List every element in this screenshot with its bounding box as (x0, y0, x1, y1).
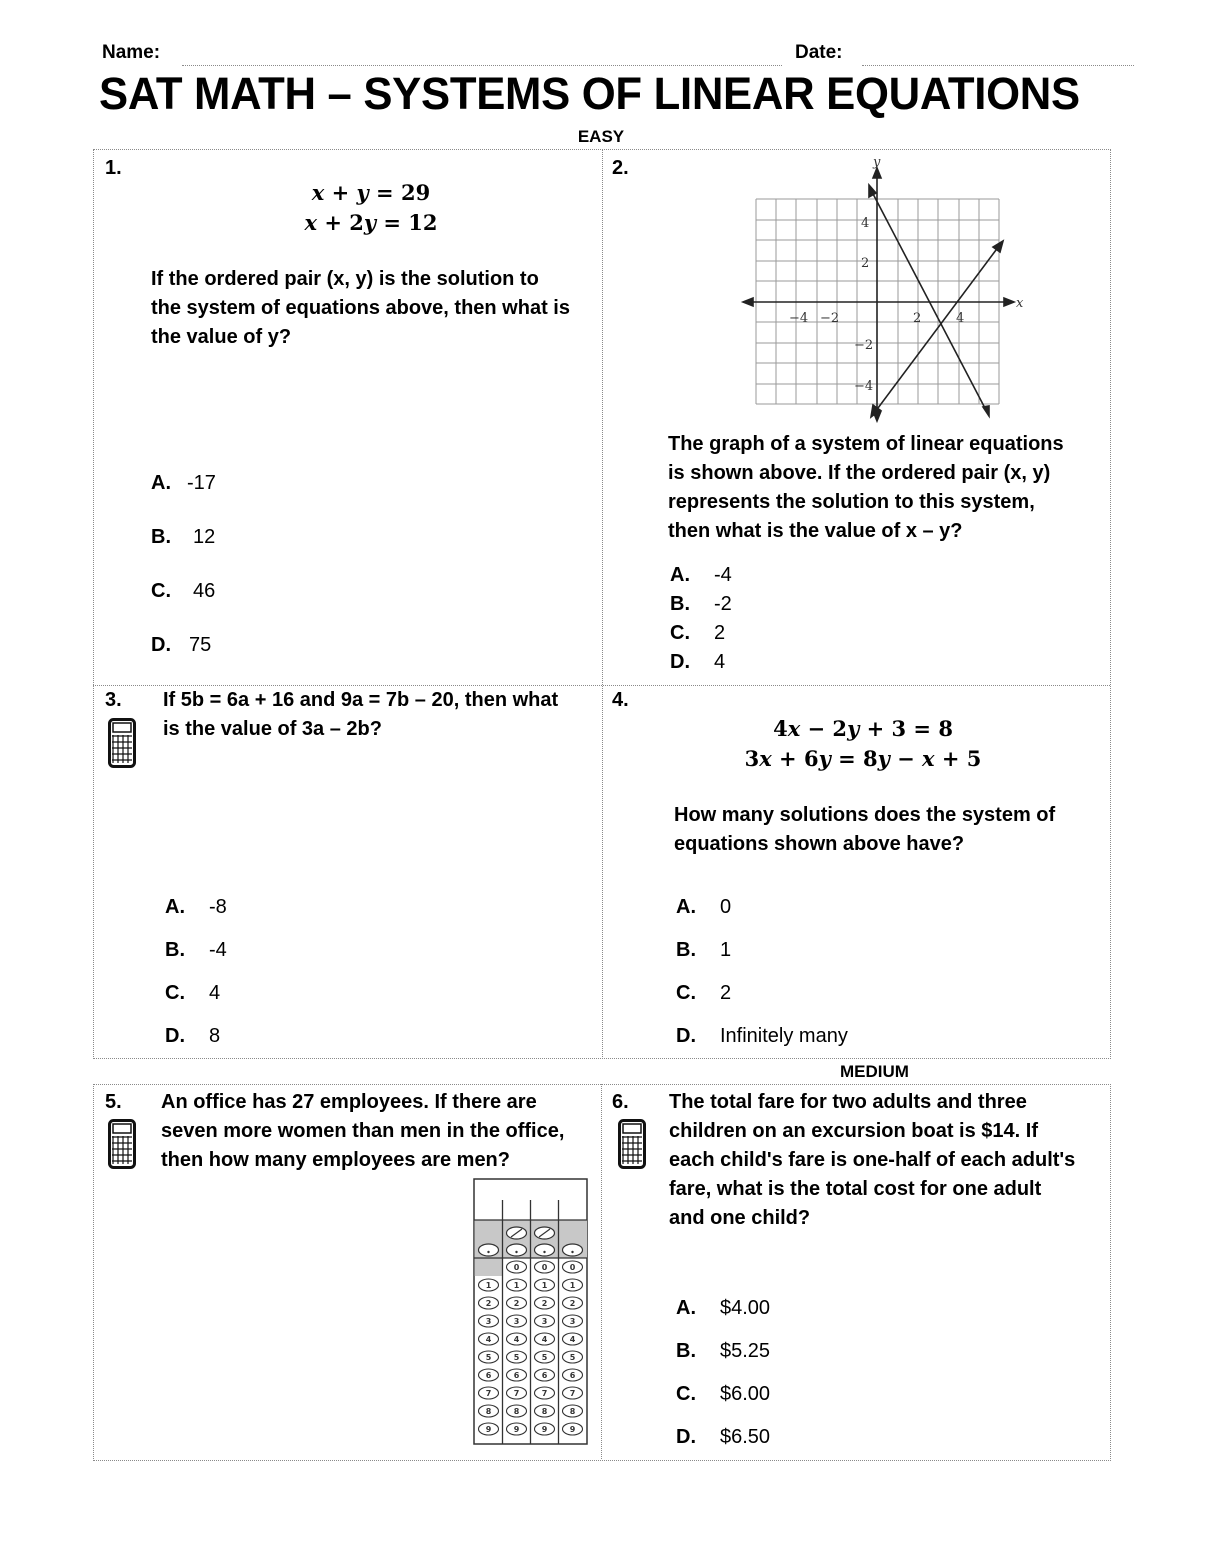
calculator-icon (618, 1119, 646, 1169)
question-6 (602, 1085, 1109, 1458)
svg-text:1: 1 (485, 1281, 492, 1290)
calculator-icon (108, 718, 136, 768)
choice-d[interactable]: D. 8 (165, 1025, 221, 1047)
svg-text:9: 9 (569, 1425, 576, 1434)
svg-text:6: 6 (541, 1371, 548, 1380)
equation-1: 4x − 2y + 3 = 8 (773, 716, 953, 741)
linear-system-graph (740, 150, 1030, 425)
svg-text:4: 4 (956, 311, 965, 326)
choice-c[interactable]: C. $6.00 (676, 1383, 771, 1405)
question-text: An office has 27 employees. If there are seven more women than men in the office, then how many employees are men? (161, 1091, 565, 1171)
svg-text:8: 8 (569, 1407, 576, 1416)
question-number: 4. (612, 689, 629, 711)
choice-d[interactable]: D. 75 (151, 634, 212, 656)
question-text: If 5b = 6a + 16 and 9a = 7b – 20, then what is the value of 3a – 2b? (163, 689, 559, 740)
date-label: Date: (795, 42, 843, 63)
svg-text:2: 2 (541, 1299, 548, 1308)
choice-d[interactable]: D. Infinitely many (676, 1025, 848, 1047)
choice-a[interactable]: A. -17 (151, 472, 216, 494)
question-1 (94, 150, 601, 684)
choice-d[interactable]: D. $6.50 (676, 1426, 771, 1448)
choice-c[interactable]: C. 46 (151, 580, 216, 602)
section-easy-label: EASY (577, 127, 625, 146)
equation-system (663, 714, 1063, 774)
svg-text:−4: −4 (854, 379, 874, 394)
question-3 (94, 686, 601, 1056)
svg-text:0: 0 (513, 1263, 520, 1272)
choice-a[interactable]: A. -4 (670, 564, 732, 586)
equation-system (94, 178, 648, 238)
svg-text:7: 7 (485, 1389, 492, 1398)
svg-text:8: 8 (541, 1407, 548, 1416)
svg-text:3: 3 (485, 1317, 492, 1326)
section-medium-label: MEDIUM (840, 1062, 909, 1081)
svg-text:3: 3 (541, 1317, 548, 1326)
svg-text:5: 5 (485, 1353, 492, 1362)
choice-b[interactable]: B. -4 (165, 939, 227, 961)
date-field[interactable] (862, 65, 1134, 66)
svg-text:9: 9 (485, 1425, 492, 1434)
question-number: 6. (612, 1091, 629, 1113)
name-field[interactable] (182, 65, 782, 66)
svg-text:8: 8 (485, 1407, 492, 1416)
choice-a[interactable]: A. -8 (165, 896, 227, 918)
svg-text:2: 2 (513, 1299, 520, 1308)
svg-text:6: 6 (485, 1371, 492, 1380)
choice-b[interactable]: B. 12 (151, 526, 216, 548)
svg-text:4: 4 (513, 1335, 520, 1344)
choice-c[interactable]: C. 2 (670, 622, 726, 644)
svg-text:4: 4 (569, 1335, 576, 1344)
choice-c[interactable]: C. 2 (676, 982, 732, 1004)
svg-text:2: 2 (913, 311, 922, 326)
svg-text:9: 9 (541, 1425, 548, 1434)
choice-d[interactable]: D. 4 (670, 651, 726, 673)
svg-text:1: 1 (513, 1281, 520, 1290)
svg-text:2: 2 (861, 256, 870, 271)
equation-1: x + y = 29 (311, 180, 431, 205)
svg-text:9: 9 (513, 1425, 520, 1434)
choice-b[interactable]: B. -2 (670, 593, 732, 615)
choice-a[interactable]: A. $4.00 (676, 1297, 771, 1319)
calculator-icon (108, 1119, 136, 1169)
question-number: 5. (105, 1091, 122, 1113)
svg-text:5: 5 (513, 1353, 520, 1362)
choice-a[interactable]: A. 0 (676, 896, 732, 918)
svg-text:7: 7 (513, 1389, 520, 1398)
svg-text:2: 2 (569, 1299, 576, 1308)
question-text: How many solutions does the system of equations shown above have? (674, 804, 1056, 855)
question-4 (603, 686, 1109, 1056)
svg-text:3: 3 (569, 1317, 576, 1326)
question-number: 3. (105, 689, 122, 711)
question-text: The graph of a system of linear equations is shown above. If the ordered pair (x, y) represents the solution to this system, then what is the value of x – y? (668, 433, 1064, 542)
choice-c[interactable]: C. 4 (165, 982, 221, 1004)
svg-text:7: 7 (541, 1389, 548, 1398)
svg-text:5: 5 (541, 1353, 548, 1362)
question-text: The total fare for two adults and three children on an excursion boat is $14. If each child's fare is one-half of each adult's fare, what is the total cost for one adult and one child? (669, 1091, 1076, 1229)
svg-text:6: 6 (569, 1371, 576, 1380)
svg-text:1: 1 (541, 1281, 548, 1290)
grid-in-answer-box[interactable] (473, 1178, 589, 1446)
svg-text:1: 1 (569, 1281, 576, 1290)
svg-text:−4: −4 (789, 311, 809, 326)
name-label: Name: (102, 42, 161, 63)
svg-text:4: 4 (485, 1335, 492, 1344)
equation-2: x + 2y = 12 (304, 210, 438, 235)
question-number: 1. (105, 157, 122, 179)
svg-text:6: 6 (513, 1371, 520, 1380)
page-title: SAT MATH – SYSTEMS OF LINEAR EQUATIONS (99, 68, 1080, 119)
svg-text:0: 0 (569, 1263, 576, 1272)
svg-text:y: y (873, 155, 881, 170)
choice-b[interactable]: B. 1 (676, 939, 732, 961)
svg-text:4: 4 (861, 216, 870, 231)
svg-text:2: 2 (485, 1299, 492, 1308)
svg-text:4: 4 (541, 1335, 548, 1344)
question-5 (94, 1085, 600, 1458)
svg-text:−2: −2 (820, 311, 840, 326)
svg-text:3: 3 (513, 1317, 520, 1326)
svg-text:7: 7 (569, 1389, 576, 1398)
question-number: 2. (612, 157, 629, 179)
svg-text:0: 0 (541, 1263, 548, 1272)
svg-text:8: 8 (513, 1407, 520, 1416)
question-2 (603, 150, 1109, 684)
svg-text:−2: −2 (854, 338, 874, 353)
svg-text:x: x (1016, 296, 1024, 311)
svg-text:5: 5 (569, 1353, 576, 1362)
question-text: If the ordered pair (x, y) is the solution to the system of equations above, then what is the value of y? (151, 268, 570, 348)
equation-2: 3x + 6y = 8y − x + 5 (744, 746, 982, 771)
choice-b[interactable]: B. $5.25 (676, 1340, 771, 1362)
